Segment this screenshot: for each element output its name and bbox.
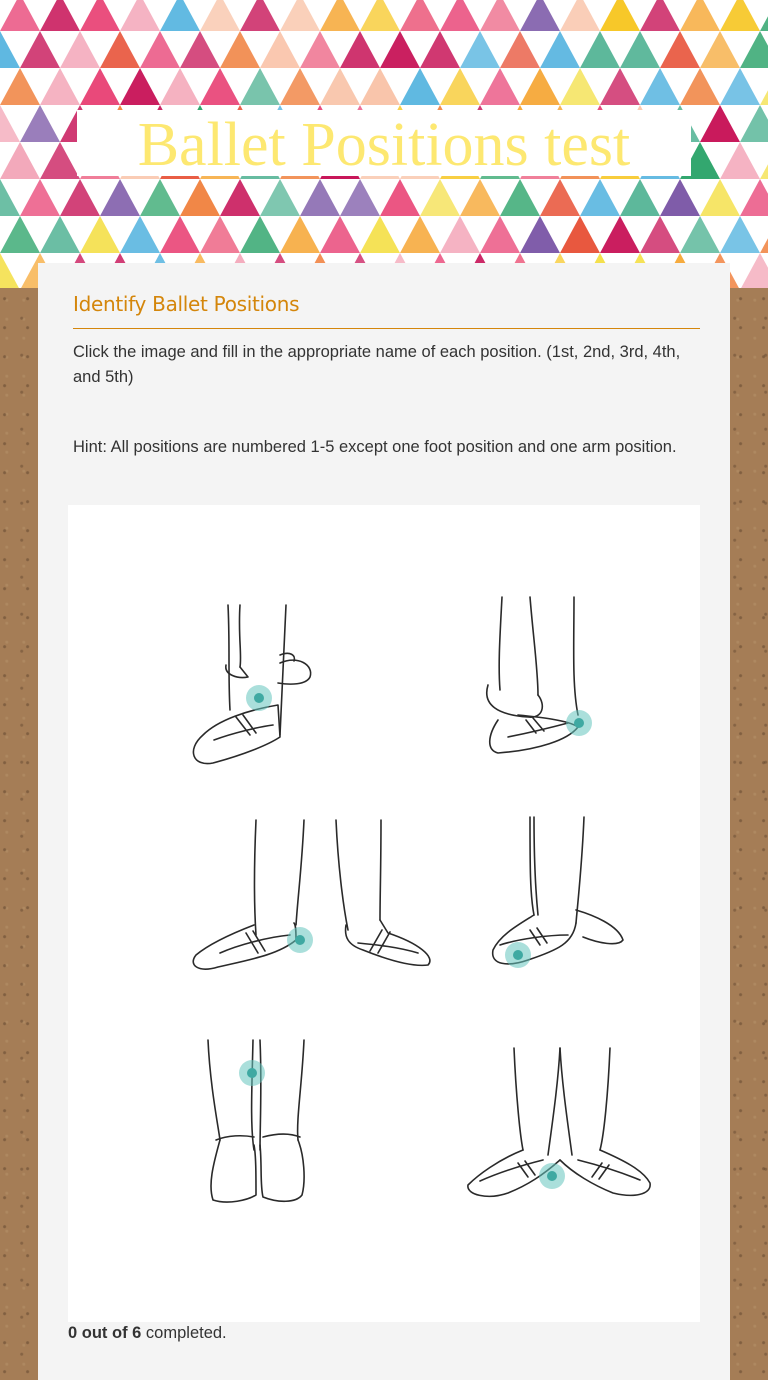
instructions xyxy=(73,340,700,460)
ballet-positions-image[interactable] xyxy=(68,505,700,1322)
instruction-text: Click the image and fill in the appropriate name of each position. (1st, 2nd, 3rd, 4th, and 5th) xyxy=(73,343,681,386)
hotspot-position-3[interactable] xyxy=(287,927,313,953)
section-title: Identify Ballet Positions xyxy=(73,292,300,316)
completed-suffix: completed. xyxy=(141,1324,227,1342)
hotspot-position-2[interactable] xyxy=(566,710,592,736)
section-divider xyxy=(73,328,700,329)
completed-count: 0 out of 6 xyxy=(68,1324,142,1342)
question-card xyxy=(38,263,730,1380)
hotspot-position-1[interactable] xyxy=(246,685,272,711)
page-title: Ballet Positions test xyxy=(137,111,631,179)
feet-drawing-3 xyxy=(193,820,430,969)
feet-drawing-4 xyxy=(493,817,623,964)
hotspot-position-5[interactable] xyxy=(239,1060,265,1086)
feet-drawing-2 xyxy=(487,597,578,753)
hotspot-position-6[interactable] xyxy=(539,1163,565,1189)
header-banner xyxy=(0,0,768,288)
hint-text: Hint: All positions are numbered 1-5 except one foot position and one arm position. xyxy=(73,438,677,456)
completion-status xyxy=(68,1324,227,1343)
title-box xyxy=(77,110,691,179)
ballet-feet-drawings xyxy=(68,505,700,1322)
hotspot-position-4[interactable] xyxy=(505,942,531,968)
feet-drawing-1 xyxy=(193,605,310,764)
